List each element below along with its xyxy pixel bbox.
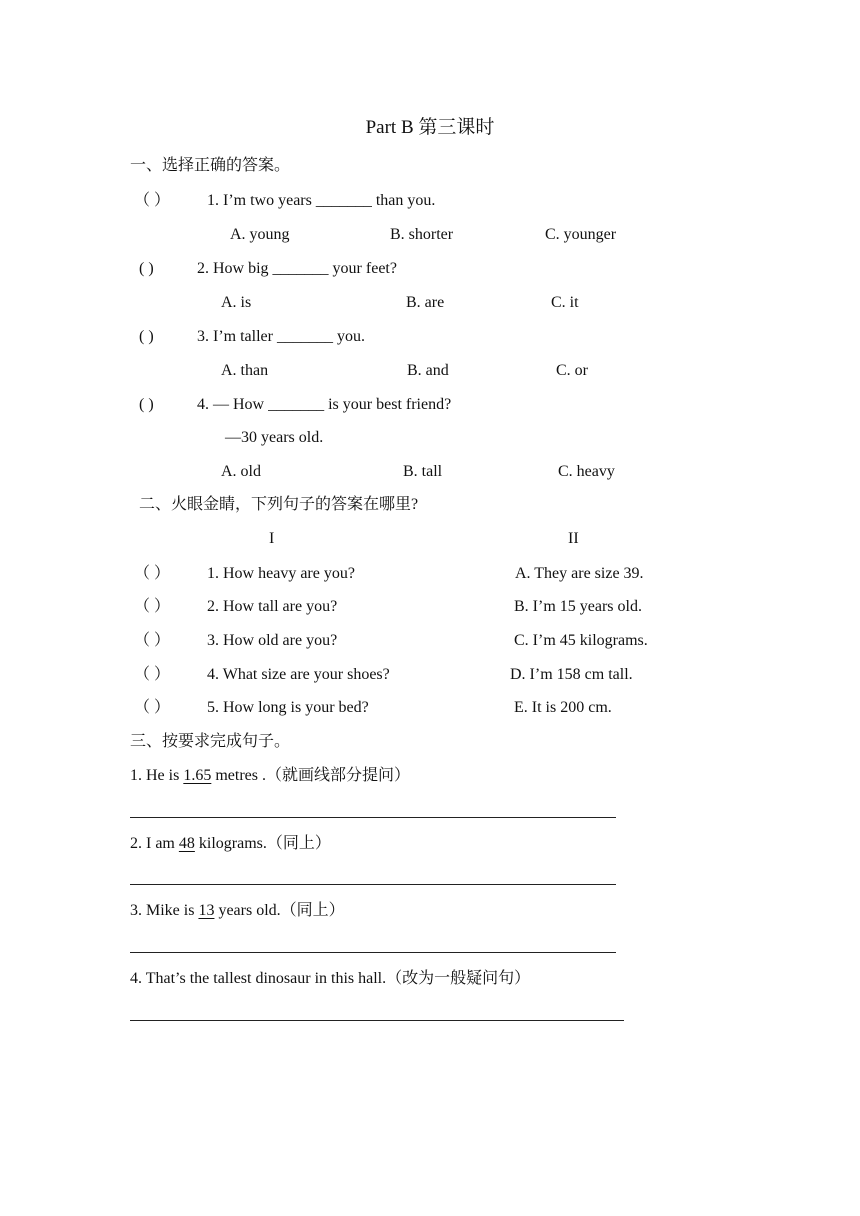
page-title: Part B 第三课时 [365, 117, 495, 138]
match-question: 3. How old are you? [207, 632, 338, 649]
question-response: —30 years old. [225, 429, 324, 446]
answer-line-1[interactable] [130, 817, 616, 818]
item-text: 1. He is [130, 767, 184, 784]
item-instruction: metres .（就画线部分提问） [211, 767, 410, 784]
match-answer: E. It is 200 cm. [514, 699, 612, 716]
column-ii-header: II [568, 530, 579, 547]
item-text: 4. That’s the tallest dinosaur in this hall.（改为一般疑问句） [130, 970, 531, 987]
option-b: B. tall [403, 463, 443, 480]
match-answer: D. I’m 158 cm tall. [510, 666, 633, 683]
answer-bracket[interactable]: （ ） [134, 632, 171, 649]
answer-bracket[interactable]: （ ） [134, 666, 171, 683]
option-a: A. young [230, 226, 290, 243]
item-text: 2. I am [130, 835, 179, 852]
underlined-part: 48 [178, 835, 195, 852]
answer-bracket[interactable]: （ ） [134, 565, 171, 582]
underlined-part: 13 [198, 902, 215, 919]
rewrite-item-4 [130, 971, 530, 987]
match-question: 5. How long is your bed? [207, 699, 369, 716]
match-question: 4. What size are your shoes? [207, 666, 390, 683]
rewrite-item-3 [130, 903, 345, 919]
question-stem: 3. I’m taller _______ you. [197, 328, 365, 345]
section1-heading: 一、选择正确的答案。 [130, 157, 291, 174]
rewrite-item-1 [130, 768, 410, 784]
underlined-part: 1.65 [183, 767, 212, 784]
answer-bracket[interactable]: ( ) [139, 328, 154, 345]
answer-bracket[interactable]: ( ) [139, 396, 154, 413]
answer-bracket[interactable]: ( ) [139, 260, 154, 277]
option-c: C. or [556, 362, 588, 379]
answer-bracket[interactable]: （ ） [134, 699, 171, 716]
option-c: C. heavy [558, 463, 615, 480]
column-i-header: I [269, 530, 275, 547]
match-question: 1. How heavy are you? [207, 565, 355, 582]
question-stem: 4. — How _______ is your best friend? [197, 396, 452, 413]
option-b: B. and [407, 362, 449, 379]
question-stem: 1. I’m two years _______ than you. [207, 192, 436, 209]
item-instruction: kilograms.（同上） [194, 835, 331, 852]
match-answer: A. They are size 39. [515, 565, 644, 582]
option-c: C. it [551, 294, 579, 311]
match-answer: C. I’m 45 kilograms. [514, 632, 648, 649]
option-c: C. younger [545, 226, 617, 243]
option-b: B. are [406, 294, 445, 311]
answer-line-2[interactable] [130, 884, 616, 885]
item-text: 3. Mike is [130, 902, 199, 919]
answer-line-4[interactable] [130, 1020, 624, 1021]
option-a: A. is [221, 294, 252, 311]
item-instruction: years old.（同上） [214, 902, 345, 919]
option-a: A. old [221, 463, 261, 480]
answer-bracket[interactable]: （ ） [134, 192, 171, 209]
answer-bracket[interactable]: （ ） [134, 598, 171, 615]
section3-heading: 三、按要求完成句子。 [130, 733, 291, 750]
answer-line-3[interactable] [130, 952, 616, 953]
rewrite-item-2 [130, 836, 331, 852]
question-stem: 2. How big _______ your feet? [197, 260, 397, 277]
option-b: B. shorter [390, 226, 454, 243]
option-a: A. than [221, 362, 269, 379]
match-question: 2. How tall are you? [207, 598, 338, 615]
match-answer: B. I’m 15 years old. [514, 598, 642, 615]
section2-heading: 二、火眼金睛，下列句子的答案在哪里? [139, 496, 419, 513]
